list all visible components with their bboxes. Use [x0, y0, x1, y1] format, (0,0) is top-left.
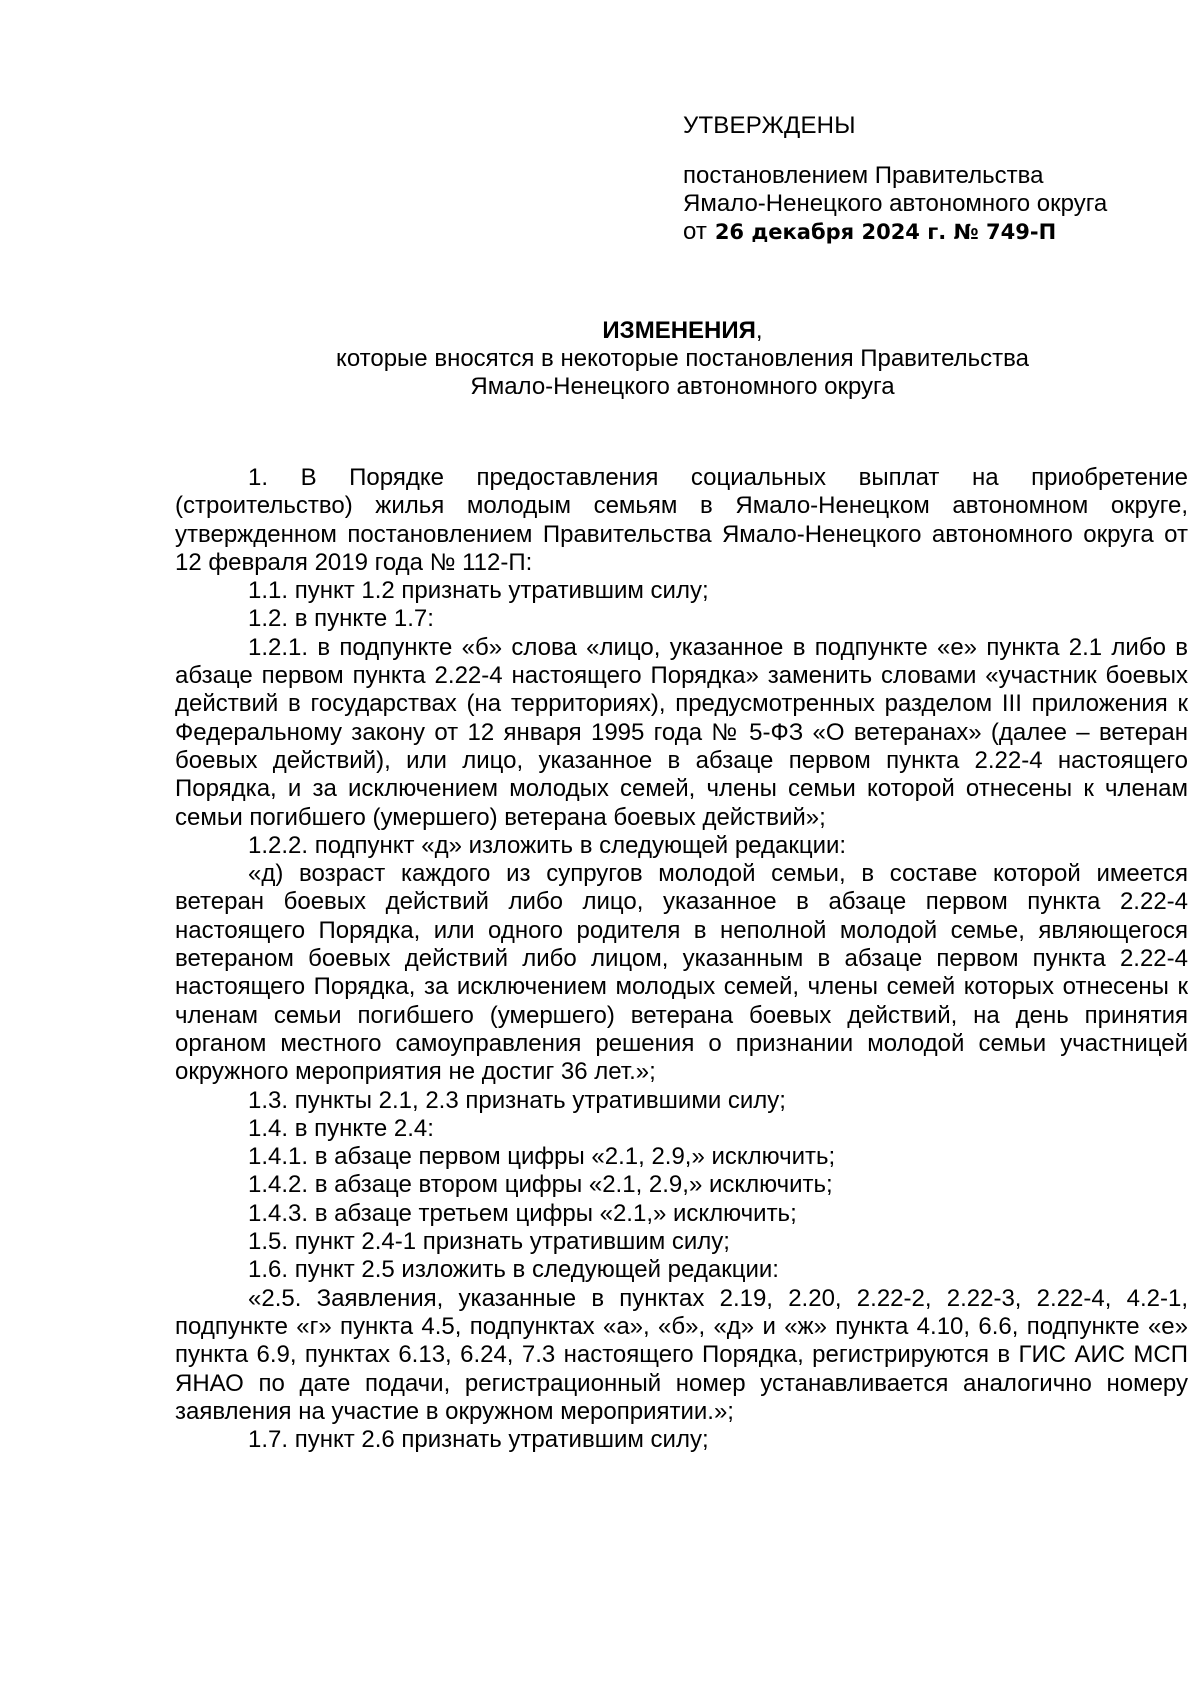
paragraph: 1.4.1. в абзаце первом цифры «2.1, 2.9,» исключить; — [248, 1143, 836, 1171]
paragraph: 1.1. пункт 1.2 признать утратившим силу; — [248, 577, 709, 605]
paragraph: 1.2. в пункте 1.7: — [248, 605, 434, 633]
heading-subtitle-line-1: которые вносятся в некоторые постановления Правительства — [336, 345, 1029, 372]
heading-title: ИЗМЕНЕНИЯ — [602, 317, 756, 344]
document-body — [175, 464, 1188, 1454]
paragraph: 1.2.1. в подпункте «б» слова «лицо, указанное в подпункте «е» пункта 2.1 либо в абзаце первом пункта 2.22-4 настоящего Порядка» заменить словами «участник боевых действий в государствах (на территориях), предусмотренных разделом III приложения к Федеральному закону от 12 января 1995 года № 5-ФЗ «О ветеранах» (далее – ветеран боевых действий), или лицо, указанное в абзаце первом пункта 2.22-4 настоящего Порядка, и за исключением молодых семей, члены семьи которой отнесены к членам семьи погибшего (умершего) ветерана боевых действий»; — [175, 633, 1188, 831]
paragraph: 1.4.2. в абзаце втором цифры «2.1, 2.9,» исключить; — [248, 1171, 833, 1199]
paragraph: «д) возраст каждого из супругов молодой семьи, в составе которой имеется ветеран боевых действий либо лицо, указанное в абзаце первом пункта 2.22-4 настоящего Порядка, или одного родителя в неполной молодой семье, являющегося ветераном боевых действий либо лицом, указанным в абзаце первом пункта 2.22-4 настоящего Порядка, за исключением молодых семей, члены семей которых отнесены к членам семьи погибшего (умершего) ветерана боевых действий, на день принятия органом местного самоуправления решения о признании молодой семьи участницей окружного мероприятия не достиг 36 лет.»; — [175, 860, 1188, 1086]
paragraph: 1.4. в пункте 2.4: — [248, 1114, 434, 1142]
paragraph: 1.3. пункты 2.1, 2.3 признать утратившими силу; — [248, 1086, 786, 1114]
paragraph: 1.4.3. в абзаце третьем цифры «2.1,» исключить; — [248, 1199, 797, 1227]
paragraph: 1.7. пункт 2.6 признать утратившим силу; — [248, 1426, 709, 1454]
paragraph: 1. В Порядке предоставления социальных выплат на приобретение (строительство) жилья молодым семьям в Ямало-Ненецком автономном округе, утвержденном постановлением Правительства Ямало-Ненецкого автономного округа от 12 февраля 2019 года № 112-П: — [175, 464, 1188, 576]
heading-title-comma: , — [755, 317, 763, 344]
paragraph: 1.5. пункт 2.4-1 признать утратившим силу; — [248, 1228, 730, 1256]
paragraph: 1.2.2. подпункт «д» изложить в следующей редакции: — [248, 831, 847, 859]
approval-date-line — [683, 218, 1163, 246]
paragraph: 1.6. пункт 2.5 изложить в следующей редакции: — [248, 1256, 779, 1284]
approval-title: УТВЕРЖДЕНЫ — [683, 112, 856, 139]
approval-date-value: 26 декабря 2024 г. № 749-П — [714, 220, 1057, 244]
approval-line-2: Ямало-Ненецкого автономного округа — [683, 190, 1108, 217]
document-heading — [175, 317, 1190, 401]
paragraph: «2.5. Заявления, указанные в пунктах 2.19, 2.20, 2.22-2, 2.22-3, 2.22-4, 4.2-1, подпункте «г» пункта 4.5, подпунктах «а», «б», «д» и «ж» пункта 4.10, 6.6, подпункте «е» пункта 6.9, пунктах 6.13, 6.24, 7.3 настоящего Порядка, регистрируются в ГИС АИС МСП ЯНАО по дате подачи, регистрационный номер устанавливается аналогично номеру заявления на участие в окружном мероприятии.»; — [175, 1284, 1188, 1425]
approval-block — [683, 112, 1163, 246]
heading-title-line — [175, 317, 1190, 345]
heading-subtitle-line-2: Ямало-Ненецкого автономного округа — [470, 373, 895, 400]
approval-line-1: постановлением Правительства — [683, 162, 1044, 189]
approval-date-prefix: от — [683, 218, 707, 245]
